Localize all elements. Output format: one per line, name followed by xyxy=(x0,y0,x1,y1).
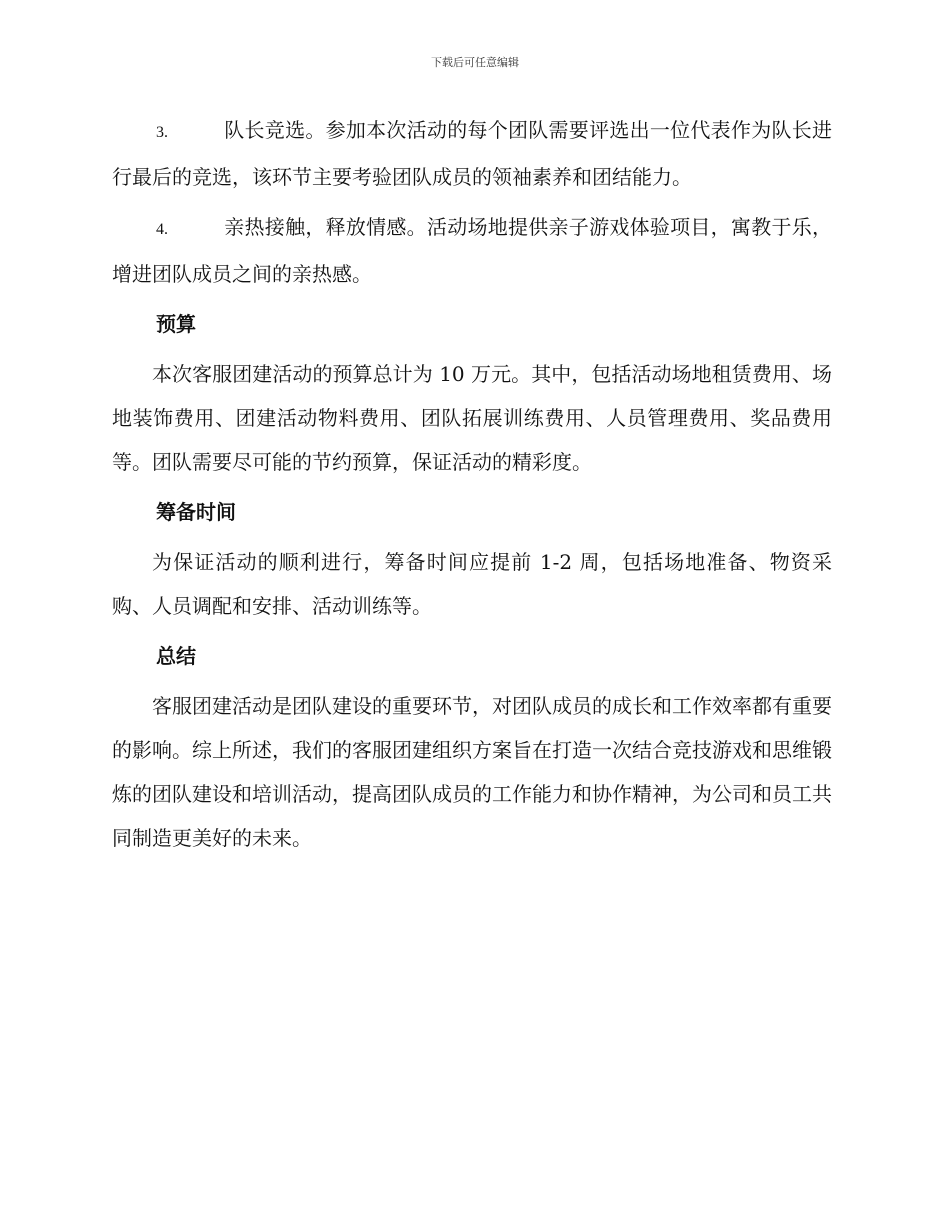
list-number: 4. xyxy=(156,221,168,238)
document-body xyxy=(112,108,832,866)
section-heading-summary: 总结 xyxy=(156,644,196,668)
list-item-text: 队长竞选。参加本次活动的每个团队需要评选出一位代表作为队长进行最后的竞选，该环节主要考验团队成员的领袖素养和团结能力。 xyxy=(112,118,832,189)
section-body-preparation-time: 为保证活动的顺利进行，筹备时间应提前 1-2 周，包括场地准备、物资采购、人员调配和安排、活动训练等。 xyxy=(112,550,832,618)
list-item-4 xyxy=(112,205,832,296)
section-body-budget: 本次客服团建活动的预算总计为 10 万元。其中，包括活动场地租赁费用、场地装饰费用、团建活动物料费用、团队拓展训练费用、人员管理费用、奖品费用等。团队需要尽可能的节约预算，保证活动的精彩度。 xyxy=(112,362,832,474)
section-body-summary: 客服团建活动是团队建设的重要环节，对团队成员的成长和工作效率都有重要的影响。综上所述，我们的客服团建组织方案旨在打造一次结合竞技游戏和思维锻炼的团队建设和培训活动，提高团队成员的工作能力和协作精神，为公司和员工共同制造更美好的未来。 xyxy=(112,694,832,850)
section-heading-budget: 预算 xyxy=(156,312,196,336)
section-heading-preparation-time: 筹备时间 xyxy=(156,500,236,524)
list-number: 3. xyxy=(156,124,168,141)
page-header: 下载后可任意编辑 xyxy=(431,56,519,69)
list-item-3 xyxy=(112,108,832,199)
list-item-text: 亲热接触，释放情感。活动场地提供亲子游戏体验项目，寓教于乐，增进团队成员之间的亲热感。 xyxy=(112,215,832,286)
